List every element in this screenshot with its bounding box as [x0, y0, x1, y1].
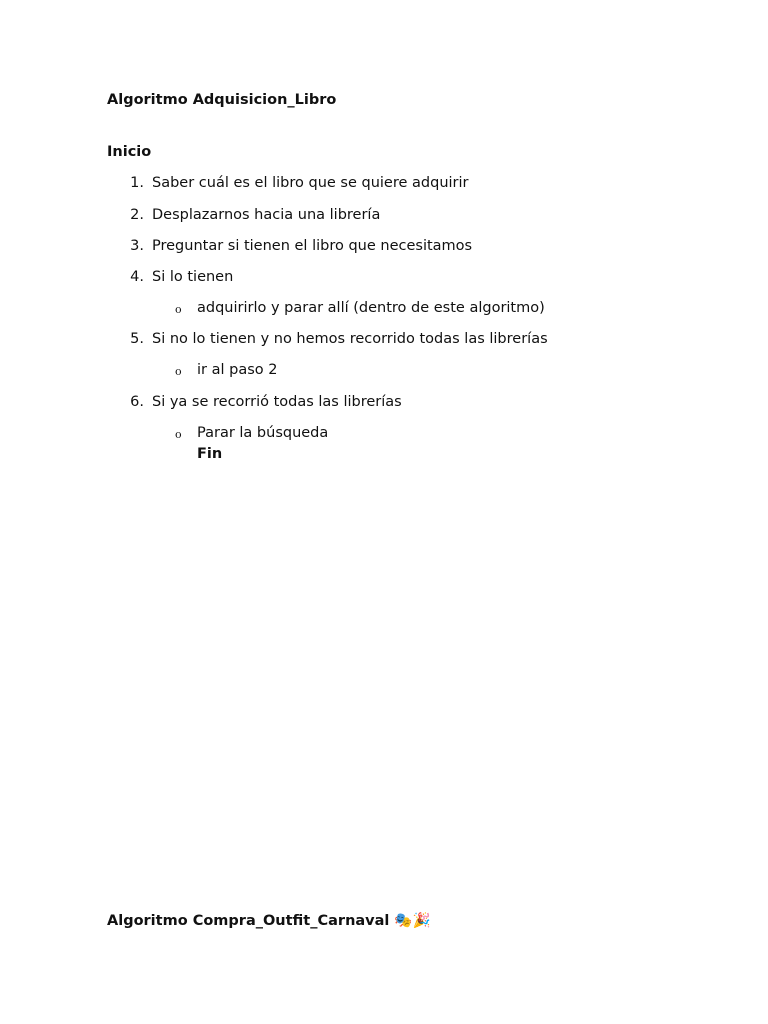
step-text: Si lo tienen [152, 269, 234, 285]
step-text: Saber cuál es el libro que se quiere adquirir [152, 175, 469, 191]
step-number: 4. [130, 269, 144, 285]
algorithm-start-label: Inicio [107, 144, 152, 160]
step-number: 6. [130, 394, 144, 410]
algorithm-title: Algoritmo Adquisicion_Libro [107, 92, 337, 108]
bullet-marker: o [175, 428, 182, 441]
step-text: Si ya se recorrió todas las librerías [152, 394, 402, 410]
bullet-marker: o [175, 365, 182, 378]
step-text: Desplazarnos hacia una librería [152, 207, 381, 223]
second-algorithm-title: Algoritmo Compra_Outfit_Carnaval 🎭🎉 [107, 913, 431, 929]
step-number: 1. [130, 175, 144, 191]
algorithm-end-label: Fin [197, 446, 223, 462]
step-number: 3. [130, 238, 144, 254]
sub-step-text: adquirirlo y parar allí (dentro de este algoritmo) [197, 300, 545, 316]
step-number: 2. [130, 207, 144, 223]
sub-step-text: Parar la búsqueda [197, 425, 329, 441]
step-number: 5. [130, 331, 144, 347]
bullet-marker: o [175, 303, 182, 316]
step-text: Si no lo tienen y no hemos recorrido todas las librerías [152, 331, 548, 347]
sub-step-text: ir al paso 2 [197, 362, 278, 378]
step-text: Preguntar si tienen el libro que necesitamos [152, 238, 473, 254]
